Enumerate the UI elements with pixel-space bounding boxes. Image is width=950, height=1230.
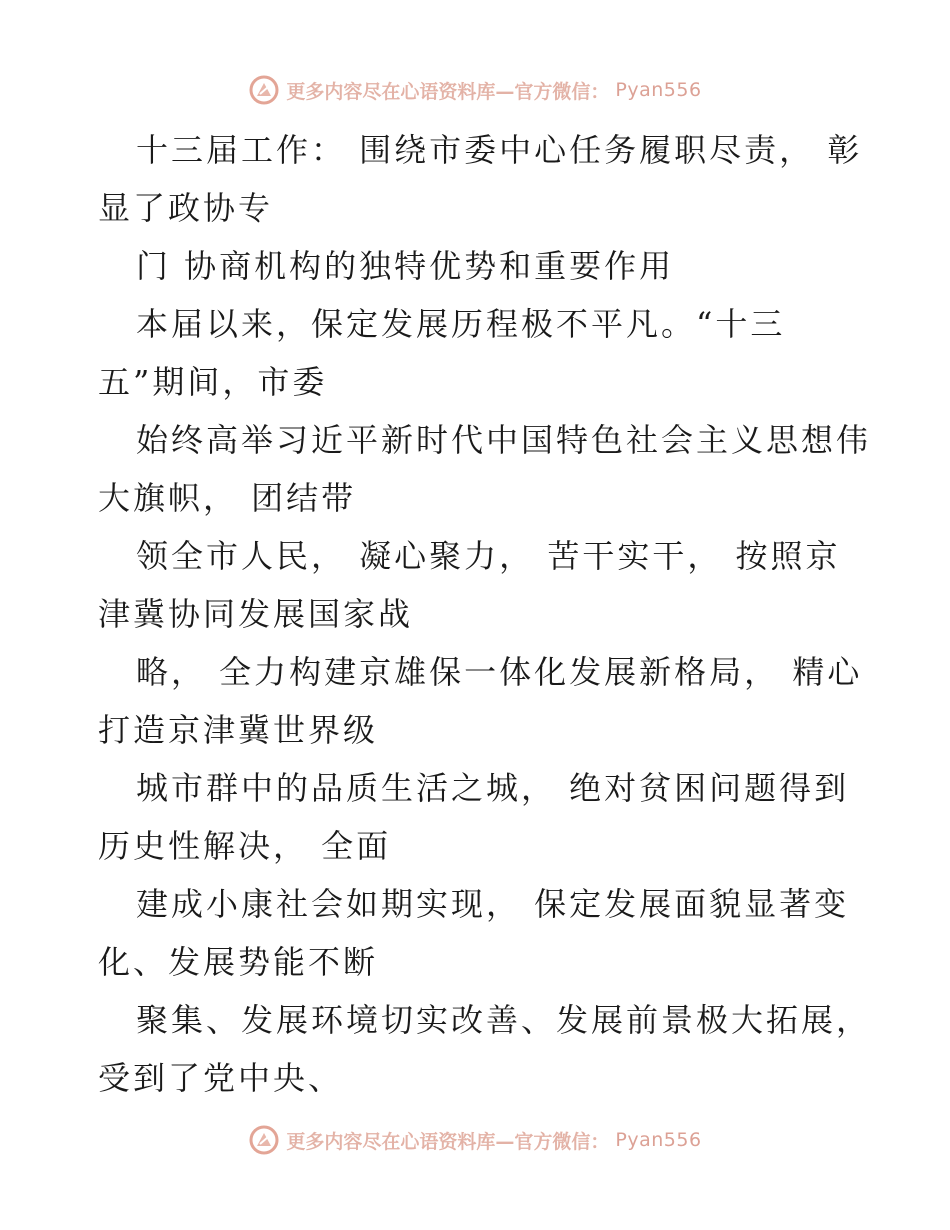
- text-line: 打造京津冀世界级: [98, 711, 379, 749]
- text-line: 五”期间，市委: [98, 363, 328, 401]
- header-watermark: [0, 70, 950, 110]
- watermark-wechat-id: Pyan556: [615, 79, 702, 101]
- watermark-text: 更多内容尽在心语资料库—官方微信：: [286, 80, 610, 103]
- text-line: 大旗帜， 团结带: [98, 479, 357, 517]
- text-line: 受到了党中央、: [98, 1059, 344, 1097]
- text-line: 本届以来，保定发展历程极不平凡。“十三: [136, 305, 786, 343]
- text-line: 略， 全力构建京雄保一体化发展新格局， 精心: [136, 653, 863, 691]
- text-line: 津冀协同发展国家战: [98, 595, 414, 633]
- ribbon-logo-icon: [248, 74, 280, 106]
- ribbon-logo-icon: [248, 1124, 280, 1156]
- text-line: 聚集、发展环境切实改善、发展前景极大拓展，: [136, 1001, 872, 1039]
- document-body: [98, 121, 872, 1107]
- text-line: 建成小康社会如期实现， 保定发展面貌显著变: [136, 885, 850, 923]
- footer-watermark: [0, 1120, 950, 1160]
- text-line: 始终高举习近平新时代中国特色社会主义思想伟: [136, 421, 872, 459]
- text-line: 城市群中的品质生活之城， 绝对贫困问题得到: [136, 769, 850, 807]
- text-line: 历史性解决， 全面: [98, 827, 392, 865]
- watermark-text: 更多内容尽在心语资料库—官方微信：: [286, 1130, 610, 1153]
- text-line: 十三届工作： 围绕市委中心任务履职尽责， 彰: [136, 131, 863, 169]
- text-line: 领全市人民， 凝心聚力， 苦干实干， 按照京: [136, 537, 841, 575]
- watermark-wechat-id: Pyan556: [615, 1129, 702, 1151]
- text-line: 化、发展势能不断: [98, 943, 379, 981]
- text-line: 显了政协专: [98, 189, 274, 227]
- text-line: 门 协商机构的独特优势和重要作用: [136, 247, 675, 285]
